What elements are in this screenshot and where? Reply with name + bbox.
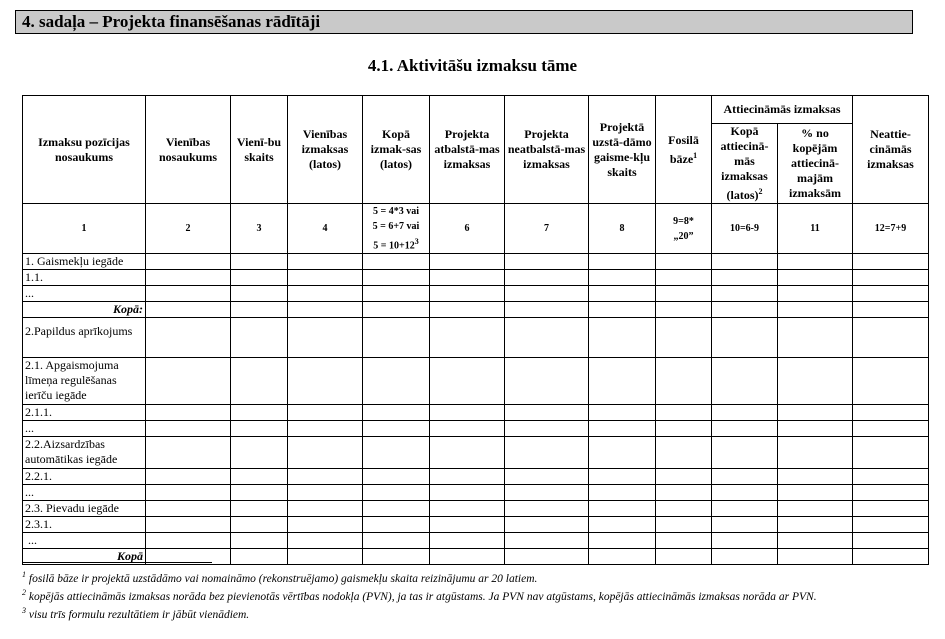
table-row xyxy=(23,286,929,302)
formula-5a: 5 = 4*3 vai xyxy=(373,206,419,217)
colnum-7: 7 xyxy=(505,204,589,254)
footnote-ref-1: 1 xyxy=(693,150,698,160)
table-row xyxy=(23,517,929,533)
header-col9-text: Fosilā bāze xyxy=(668,132,699,166)
header-col6: Projekta atbalstā-mas izmaksas xyxy=(430,96,505,204)
colnum-1: 1 xyxy=(23,204,146,254)
row-label: 2.2.1. xyxy=(23,469,146,485)
colnum-5 xyxy=(363,204,430,254)
footnote-ref-3: 3 xyxy=(414,237,419,246)
colnum-6: 6 xyxy=(430,204,505,254)
table-row xyxy=(23,437,929,469)
header-col1: Izmaksu pozīcijas nosaukums xyxy=(23,96,146,204)
colnum-11: 11 xyxy=(778,204,853,254)
row-total-label: Kopā: xyxy=(23,302,146,318)
header-col9 xyxy=(656,96,712,204)
row-label: ... xyxy=(23,421,146,437)
table-row xyxy=(23,270,929,286)
table-row xyxy=(23,421,929,437)
row-label: 1. Gaismekļu iegāde xyxy=(23,254,146,270)
header-col10-text: Kopā attiecinā-mās izmaksas (latos) xyxy=(720,124,769,202)
header-col3: Vienī-bu skaits xyxy=(231,96,288,204)
row-total-label: Kopā xyxy=(23,549,146,565)
header-group-attiecinamas: Attiecināmās izmaksas xyxy=(712,96,853,124)
table-row xyxy=(23,533,929,549)
row-label: ... xyxy=(23,286,146,302)
table-row xyxy=(23,302,929,318)
colnum-2: 2 xyxy=(146,204,231,254)
row-label: 2.3.1. xyxy=(23,517,146,533)
colnum-4: 4 xyxy=(288,204,363,254)
table-row xyxy=(23,318,929,358)
footnote-2-text: kopējās attiecināmās izmaksas norāda bez pievienotās vērtības nodokļa (PVN), ja tas ir atgūstams. Ja PVN nav atgūstams, kopējās attiecināmās izmaksas norāda ar PVN. xyxy=(28,590,817,603)
formula-9b: „20” xyxy=(673,230,694,242)
colnum-8: 8 xyxy=(589,204,656,254)
header-col2: Vienības nosaukums xyxy=(146,96,231,204)
footnote-3-text: visu trīs formulu rezultātiem ir jābūt vienādiem. xyxy=(28,608,250,621)
formula-9a: 9=8* xyxy=(673,215,694,227)
table-row xyxy=(23,485,929,501)
section-title: 4. sadaļa – Projekta finansēšanas rādītāji xyxy=(15,10,913,34)
table-row xyxy=(23,501,929,517)
row-label: ... xyxy=(23,533,146,549)
subsection-title: 4.1. Aktivitāšu izmaksu tāme xyxy=(367,56,578,75)
table-row xyxy=(23,358,929,405)
header-col4: Vienības izmaksas (latos) xyxy=(288,96,363,204)
colnum-10: 10=6-9 xyxy=(712,204,778,254)
header-col11: % no kopējām attiecinā-majām izmaksām xyxy=(778,124,853,204)
table-row xyxy=(23,254,929,270)
header-col8: Projektā uzstā-dāmo gaisme-kļu skaits xyxy=(589,96,656,204)
header-col12: Neattie-cināmās izmaksas xyxy=(853,96,929,204)
row-label: 1.1. xyxy=(23,270,146,286)
row-label: 2.2.Aizsardzības automātikas iegāde xyxy=(23,437,146,469)
footnote-2 xyxy=(22,586,912,604)
header-col7: Projekta neatbalstā-mas izmaksas xyxy=(505,96,589,204)
colnum-9 xyxy=(656,204,712,254)
header-col10 xyxy=(712,124,778,204)
footnote-2-num: 2 xyxy=(22,587,26,597)
table-row xyxy=(23,405,929,421)
footnote-3 xyxy=(22,604,912,622)
table-row xyxy=(23,469,929,485)
formula-5c-wrap xyxy=(365,234,427,253)
row-label: 2.3. Pievadu iegāde xyxy=(23,501,146,517)
footnotes xyxy=(22,568,912,621)
row-label: ... xyxy=(23,485,146,501)
footnote-ref-2: 2 xyxy=(758,187,763,196)
formula-5c: 5 = 10+12 xyxy=(373,240,415,252)
cost-estimate-table xyxy=(22,95,929,565)
row-label: 2.Papildus aprīkojums xyxy=(23,318,146,358)
footnote-divider xyxy=(22,562,212,563)
colnum-12: 12=7+9 xyxy=(853,204,929,254)
footnote-1 xyxy=(22,568,912,586)
header-col5: Kopā izmak-sas (latos) xyxy=(363,96,430,204)
footnote-1-num: 1 xyxy=(22,570,26,579)
footnote-1-text: fosilā bāze ir projektā uzstādāmo vai nomaināmo (rekonstruējamo) gaismekļu skaita reizinājumu ar 20 latiem. xyxy=(28,572,538,585)
colnum-3: 3 xyxy=(231,204,288,254)
formula-5b: 5 = 6+7 vai xyxy=(372,221,420,232)
row-label: 2.1. Apgaismojuma līmeņa regulēšanas ierīču iegāde xyxy=(23,358,146,405)
footnote-3-num: 3 xyxy=(22,605,26,615)
row-label: 2.1.1. xyxy=(23,405,146,421)
